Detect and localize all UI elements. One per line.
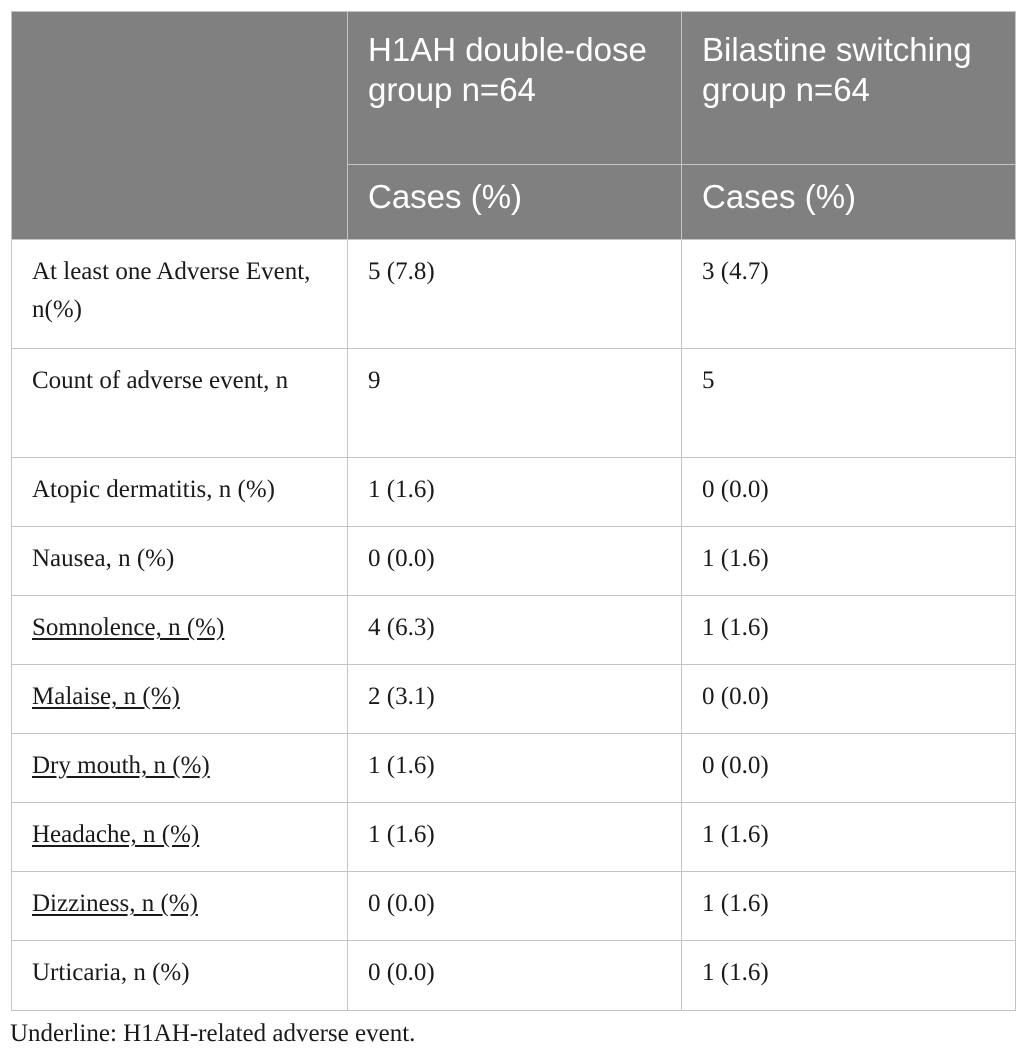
bilastine-value: 0 (0.0): [682, 458, 1016, 527]
bilastine-value: 5: [682, 349, 1016, 458]
h1ah-value: 1 (1.6): [348, 458, 682, 527]
h1ah-value: 9: [348, 349, 682, 458]
row-label: Atopic dermatitis, n (%): [12, 458, 348, 527]
bilastine-value: 1 (1.6): [682, 803, 1016, 872]
table-row: [12, 240, 1016, 349]
subheader-h1ah-cases: Cases (%): [348, 165, 682, 240]
h1ah-value: 4 (6.3): [348, 596, 682, 665]
row-label: Somnolence, n (%): [12, 596, 348, 665]
bilastine-value: 3 (4.7): [682, 240, 1016, 349]
bilastine-value: 0 (0.0): [682, 734, 1016, 803]
table-row: [12, 458, 1016, 527]
header-h1ah-group: H1AH double-dose group n=64: [348, 12, 682, 165]
table-row: [12, 596, 1016, 665]
row-label: Dry mouth, n (%): [12, 734, 348, 803]
adverse-events-table: [11, 11, 1016, 1011]
table-row: [12, 349, 1016, 458]
h1ah-value: 0 (0.0): [348, 872, 682, 941]
h1ah-value: 0 (0.0): [348, 527, 682, 596]
row-label: At least one Adverse Event, n(%): [12, 240, 348, 349]
header-row: [12, 12, 1016, 165]
h1ah-value: 2 (3.1): [348, 665, 682, 734]
bilastine-value: 1 (1.6): [682, 872, 1016, 941]
table-row: [12, 803, 1016, 872]
table-body: [12, 240, 1016, 1011]
row-label: Count of adverse event, n: [12, 349, 348, 458]
row-label: Urticaria, n (%): [12, 941, 348, 1011]
table-row: [12, 941, 1016, 1011]
row-label: Malaise, n (%): [12, 665, 348, 734]
bilastine-value: 1 (1.6): [682, 527, 1016, 596]
table-footnote: Underline: H1AH-related adverse event.: [10, 1020, 416, 1047]
table-row: [12, 527, 1016, 596]
bilastine-value: 0 (0.0): [682, 665, 1016, 734]
h1ah-value: 1 (1.6): [348, 734, 682, 803]
h1ah-value: 0 (0.0): [348, 941, 682, 1011]
bilastine-value: 1 (1.6): [682, 596, 1016, 665]
row-label: Dizziness, n (%): [12, 872, 348, 941]
bilastine-value: 1 (1.6): [682, 941, 1016, 1011]
row-label: Nausea, n (%): [12, 527, 348, 596]
h1ah-value: 1 (1.6): [348, 803, 682, 872]
table-row: [12, 872, 1016, 941]
row-label: Headache, n (%): [12, 803, 348, 872]
table-row: [12, 665, 1016, 734]
subheader-bilastine-cases: Cases (%): [682, 165, 1016, 240]
h1ah-value: 5 (7.8): [348, 240, 682, 349]
header-label-cell: [12, 12, 348, 240]
table-header: [12, 12, 1016, 240]
header-bilastine-group: Bilastine switching group n=64: [682, 12, 1016, 165]
table-row: [12, 734, 1016, 803]
